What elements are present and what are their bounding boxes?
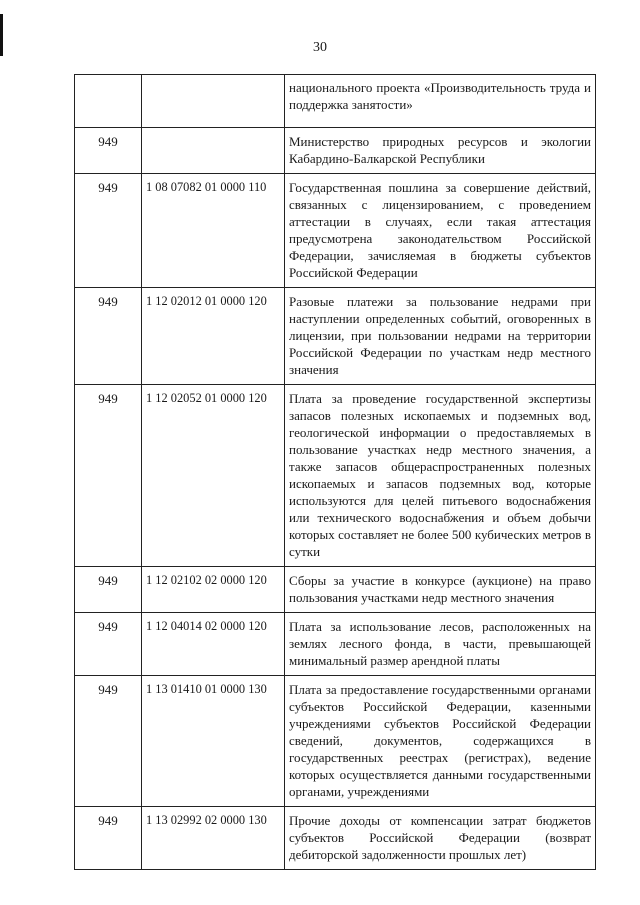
table-row xyxy=(75,807,596,870)
revenue-code-cell: 1 13 01410 01 0000 130 xyxy=(142,676,285,807)
table-row xyxy=(75,128,596,174)
table-row xyxy=(75,567,596,613)
revenue-name-cell: Плата за проведение государственной экспертизы запасов полезных ископаемых и подземных вод, геологической информации о предоставляемых в пользование участках недр местного значения, а также запасов общераспространенных полезных ископаемых и запасов подземных вод, которые используются для целей питьевого водоснабжения или технического водоснабжения и объем добычи которых составляет не более 500 кубических метров в сутки xyxy=(285,385,596,567)
table-row xyxy=(75,75,596,128)
revenue-code-cell: 1 13 02992 02 0000 130 xyxy=(142,807,285,870)
admin-code-cell: 949 xyxy=(75,807,142,870)
admin-code-cell: 949 xyxy=(75,385,142,567)
table-row xyxy=(75,174,596,288)
revenue-code-cell: 1 12 02102 02 0000 120 xyxy=(142,567,285,613)
table-row xyxy=(75,613,596,676)
admin-code-cell: 949 xyxy=(75,613,142,676)
admin-code-cell: 949 xyxy=(75,174,142,288)
revenue-name-cell: Сборы за участие в конкурсе (аукционе) на право пользования участками недр местного значения xyxy=(285,567,596,613)
revenue-codes-table xyxy=(74,74,596,870)
page-number: 30 xyxy=(313,40,327,55)
admin-code-cell: 949 xyxy=(75,676,142,807)
revenue-name-cell: Плата за использование лесов, расположенных на землях лесного фонда, в части, превышающей минимальный размер арендной платы xyxy=(285,613,596,676)
revenue-name-cell: Разовые платежи за пользование недрами при наступлении определенных событий, оговоренных в лицензии, при пользовании недрами на территории Российской Федерации по участкам недр местного значения xyxy=(285,288,596,385)
revenue-name-cell: Прочие доходы от компенсации затрат бюджетов субъектов Российской Федерации (возврат дебиторской задолженности прошлых лет) xyxy=(285,807,596,870)
revenue-code-cell: 1 12 02052 01 0000 120 xyxy=(142,385,285,567)
table-row xyxy=(75,288,596,385)
revenue-code-cell: 1 08 07082 01 0000 110 xyxy=(142,174,285,288)
admin-code-cell: 949 xyxy=(75,288,142,385)
revenue-code-cell xyxy=(142,128,285,174)
revenue-name-cell: Государственная пошлина за совершение действий, связанных с лицензированием, с проведением аттестации в случаях, если такая аттестация предусмотрена законодательством Российской Федерации, зачисляемая в бюджеты субъектов Российской Федерации xyxy=(285,174,596,288)
revenue-name-cell: Министерство природных ресурсов и экологии Кабардино-Балкарской Республики xyxy=(285,128,596,174)
revenue-code-cell xyxy=(142,75,285,128)
table-row xyxy=(75,676,596,807)
revenue-name-cell: Плата за предоставление государственными органами субъектов Российской Федерации, казенными учреждениями субъектов Российской Федерации сведений, документов, содержащихся в государственных реестрах (регистрах), ведение которых осуществляется данными государственными органами, учреждениями xyxy=(285,676,596,807)
revenue-code-cell: 1 12 02012 01 0000 120 xyxy=(142,288,285,385)
table-body xyxy=(75,75,596,870)
revenue-name-cell: национального проекта «Производительность труда и поддержка занятости» xyxy=(285,75,596,128)
admin-code-cell: 949 xyxy=(75,567,142,613)
revenue-code-cell: 1 12 04014 02 0000 120 xyxy=(142,613,285,676)
admin-code-cell xyxy=(75,75,142,128)
table-row xyxy=(75,385,596,567)
admin-code-cell: 949 xyxy=(75,128,142,174)
